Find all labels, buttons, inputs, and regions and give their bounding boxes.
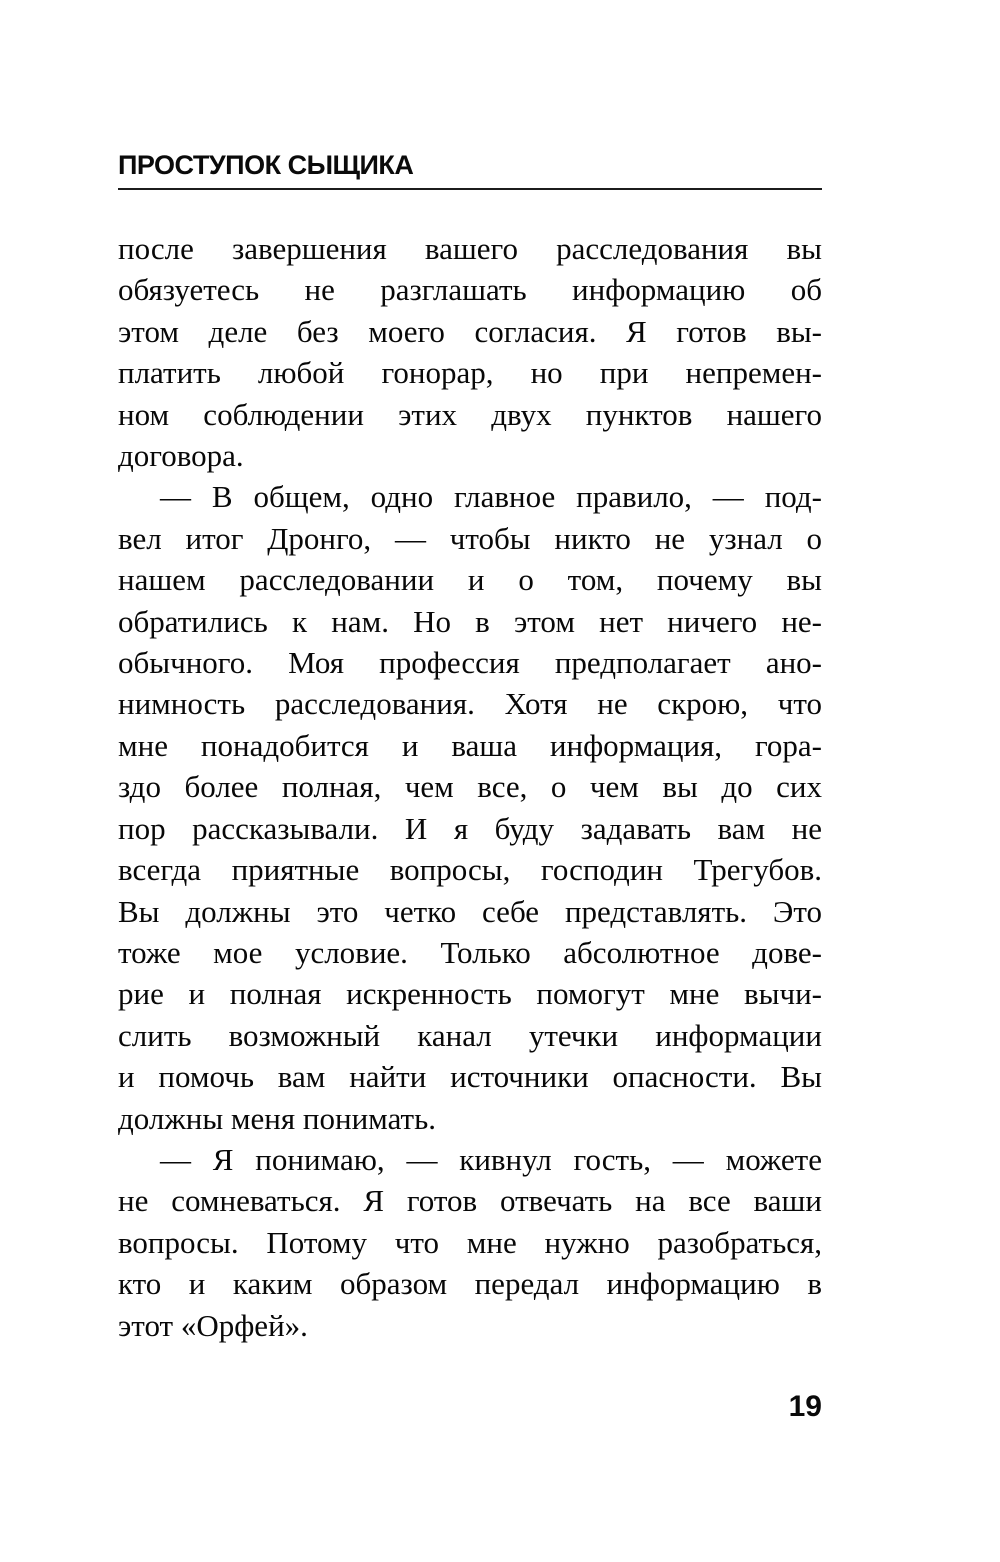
text-line: вел итог Дронго, — чтобы никто не узнал о bbox=[118, 520, 822, 556]
text-line: кто и каким образом передал информацию в bbox=[118, 1266, 822, 1302]
page-number: 19 bbox=[788, 1389, 822, 1423]
text-line: пор рассказывали. И я буду задавать вам не bbox=[118, 810, 822, 846]
paragraph bbox=[118, 476, 822, 1139]
text-line: тоже мое условие. Только абсолютное дове- bbox=[118, 934, 822, 970]
text-line: нимность расследования. Хотя не скрою, что bbox=[118, 686, 822, 722]
text-line: вопросы. Потому что мне нужно разобраться, bbox=[118, 1224, 822, 1260]
text-line: должны меня понимать. bbox=[118, 1100, 436, 1136]
text-line: здо более полная, чем все, о чем вы до сих bbox=[118, 769, 822, 805]
text-line: всегда приятные вопросы, господин Трегубов. bbox=[118, 852, 822, 888]
text-line: платить любой гонорар, но при непремен- bbox=[118, 355, 822, 391]
page-content bbox=[118, 150, 822, 1424]
text-line: обратились к нам. Но в этом нет ничего не- bbox=[118, 603, 822, 639]
text-line: обязуетесь не разглашать информацию об bbox=[118, 272, 822, 308]
text-line: обычного. Моя профессия предполагает ано- bbox=[118, 645, 822, 681]
header-rule bbox=[118, 188, 822, 190]
text-line: договора. bbox=[118, 438, 244, 474]
body-text bbox=[118, 228, 822, 1346]
paragraph bbox=[118, 1139, 822, 1346]
text-line: рие и полная искренность помогут мне вычи- bbox=[118, 976, 822, 1012]
text-line: этом деле без моего согласия. Я готов вы- bbox=[118, 313, 822, 349]
paragraph bbox=[118, 228, 822, 476]
text-line: слить возможный канал утечки информации bbox=[118, 1017, 822, 1053]
text-line: — В общем, одно главное правило, — под- bbox=[160, 479, 822, 515]
text-line: этот «Орфей». bbox=[118, 1307, 308, 1343]
text-line: мне понадобится и ваша информация, гора- bbox=[118, 727, 822, 763]
text-line: Вы должны это четко себе представлять. Это bbox=[118, 893, 822, 929]
text-line: после завершения вашего расследования вы bbox=[118, 231, 822, 266]
text-line: и помочь вам найти источники опасности. Вы bbox=[118, 1059, 822, 1095]
text-line: — Я понимаю, — кивнул гость, — можете bbox=[160, 1141, 822, 1177]
text-line: нашем расследовании и о том, почему вы bbox=[118, 562, 822, 598]
text-line: ном соблюдении этих двух пунктов нашего bbox=[118, 396, 822, 432]
running-header-title: ПРОСТУПОК СЫЩИКА bbox=[118, 150, 414, 180]
text-line: не сомневаться. Я готов отвечать на все ваши bbox=[118, 1183, 822, 1219]
